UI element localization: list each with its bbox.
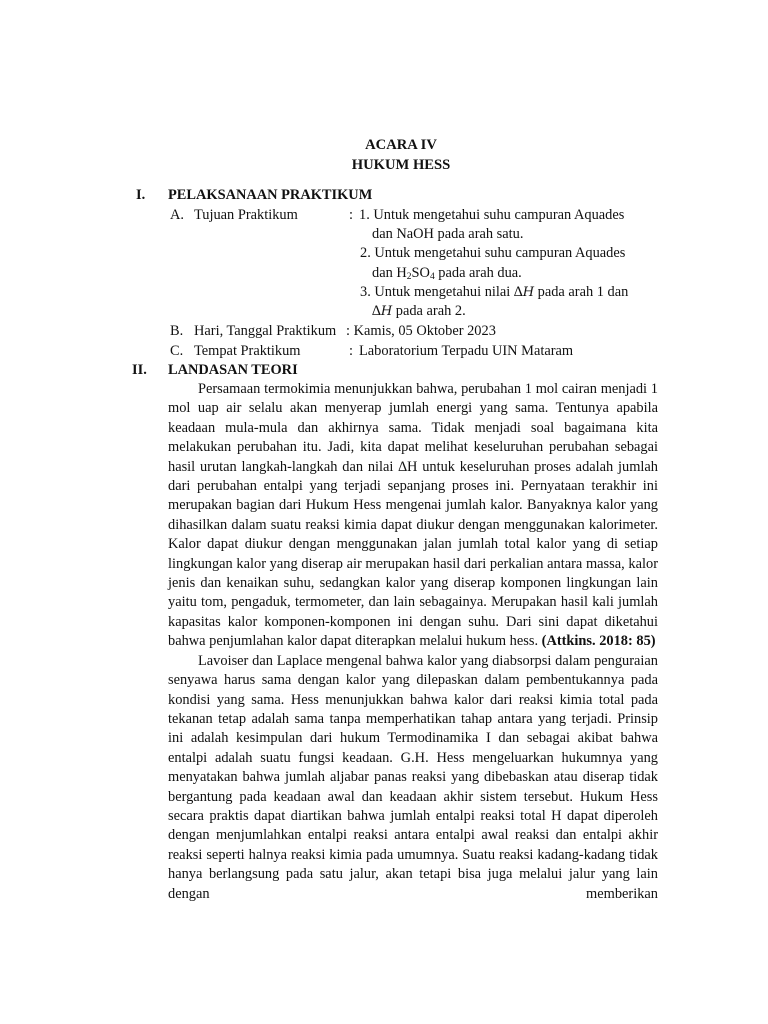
item-c-letter: C. xyxy=(170,343,184,359)
citation-atkins: (Attkins. 2018: 85) xyxy=(541,633,656,650)
item-a-letter: A. xyxy=(170,207,184,223)
doc-title-acara: ACARA IV xyxy=(365,137,437,153)
goal-2-line-2 xyxy=(372,264,522,283)
goal-3-text-pre: 3. Untuk mengetahui nilai ∆ xyxy=(360,284,523,300)
goal-3-line-2 xyxy=(372,302,466,321)
goal-2-line-1: 2. Untuk mengetahui suhu campuran Aquades xyxy=(360,245,626,261)
goal-3-line-2-variable-h: H xyxy=(380,304,393,319)
goal-3-line-1 xyxy=(360,283,628,302)
doc-title-hukum-hess: HUKUM HESS xyxy=(351,157,451,173)
item-b-value: : Kamis, 05 Oktober 2023 xyxy=(346,323,496,339)
theory-paragraph-1-text: Persamaan termokimia menunjukkan bahwa, perubahan 1 mol cairan menjadi 1 mol uap air selalu akan menyerap jumlah energi yang sama. Tentunya apabila keadaan mula-mula dan akhirnya sama. Tidak menjadi soal bagaimana kita melakukan perubahan itu. Jadi, kita dapat melihat keseluruhan perubahan sebagai hasil urutan langkah-langkah dan nilai ∆H untuk keseluruhan proses adalah jumlah dari perubahan entalpi yang terjadi sepanjang proses ini. Pernyataan terakhir ini merupakan bagian dari Hukum Hess mengenai jumlah kalor. Banyaknya kalor yang dihasilkan dalam suatu reaksi kimia dapat diukur dengan menggunakan kalorimeter. Kalor dapat diukur dengan menggunakan jalan jumlah total kalor yang di setiap lingkungan kalor yang diserap air merupakan hasil dari perkalian antara massa, kalor jenis dan kenaikan suhu, sedangkan kalor yang diserap komponen lingkungan lain yaitu tom, pengaduk, termometer, dan lain sebagainya. Merupakan hasil kali jumlah kapasitas kalor komponen-komponen ini dengan suhu. Dari sini dapat diketahui bahwa penjumlahan kalor dapat diterapkan melalui hukum hess. xyxy=(168,381,658,650)
goal-2-subscript-2: 2 xyxy=(406,272,412,282)
theory-paragraph-2: Lavoiser dan Laplace mengenal bahwa kalor yang diabsorpsi dalam penguraian senyawa harus sama dengan kalor yang dilepaskan dalam pembentukannya pada kondisi yang sama. Hess menunjukkan bahwa kalor dari reaksi kimia total pada tekanan tetap adalah sama tanpa memperhatikan tahap antara yang terjadi. Prinsip ini adalah kesimpulan dari hukum Termodinamika I dan sebagai akibat bahwa entalpi adalah suatu fungsi keadaan. G.H. Hess mengeluarkan hukumnya yang menyatakan bahwa jumlah aljabar panas reaksi yang dibebaskan atau diserap tidak bergantung pada keadaan awal dan keadaan akhir sistem tersebut. Hukum Hess secara praktis dapat diartikan bahwa jumlah entalpi reaksi total H dapat diperoleh dengan menjumlahkan entalpi reaksi antara entalpi awal reaksi dan entalpi akhir reaksi seperti halnya reaksi kimia pada umumnya. Suatu reaksi kadang-kadang tidak hanya berlangsung pada satu jalur, akan tetapi bisa juga melalui jalur yang lain dengan memberikan xyxy=(168,652,658,902)
item-a-label: Tujuan Praktikum xyxy=(194,207,298,223)
goal-2-subscript-4: 4 xyxy=(429,272,435,282)
section-2-number: II. xyxy=(132,362,147,378)
item-c-value: Laboratorium Terpadu UIN Mataram xyxy=(359,343,574,359)
item-a-separator: : xyxy=(349,207,353,223)
theory-paragraph-1 xyxy=(168,380,658,652)
theory-body xyxy=(168,380,658,904)
goal-1-line-2: dan NaOH pada arah satu. xyxy=(372,226,524,242)
item-b-letter: B. xyxy=(170,323,184,339)
goal-3-text-post: pada arah 1 dan xyxy=(534,284,629,300)
goal-2-text-mid: SO xyxy=(411,265,430,281)
section-1-heading: PELAKSANAAN PRAKTIKUM xyxy=(168,187,373,203)
goal-3-line-2-pre: ∆ xyxy=(372,303,381,319)
goal-1-line-1: 1. Untuk mengetahui suhu campuran Aquades xyxy=(359,207,625,223)
item-c-separator: : xyxy=(349,343,353,359)
goal-2-text-pre: dan H xyxy=(372,265,407,281)
item-c-label: Tempat Praktikum xyxy=(194,343,301,359)
goal-2-text-post: pada arah dua. xyxy=(434,265,522,281)
section-2-heading: LANDASAN TEORI xyxy=(168,362,298,378)
goal-3-variable-h: H xyxy=(522,285,535,300)
item-b-label: Hari, Tanggal Praktikum xyxy=(194,323,337,339)
section-1-number: I. xyxy=(136,187,146,203)
goal-3-line-2-post: pada arah 2. xyxy=(392,303,466,319)
